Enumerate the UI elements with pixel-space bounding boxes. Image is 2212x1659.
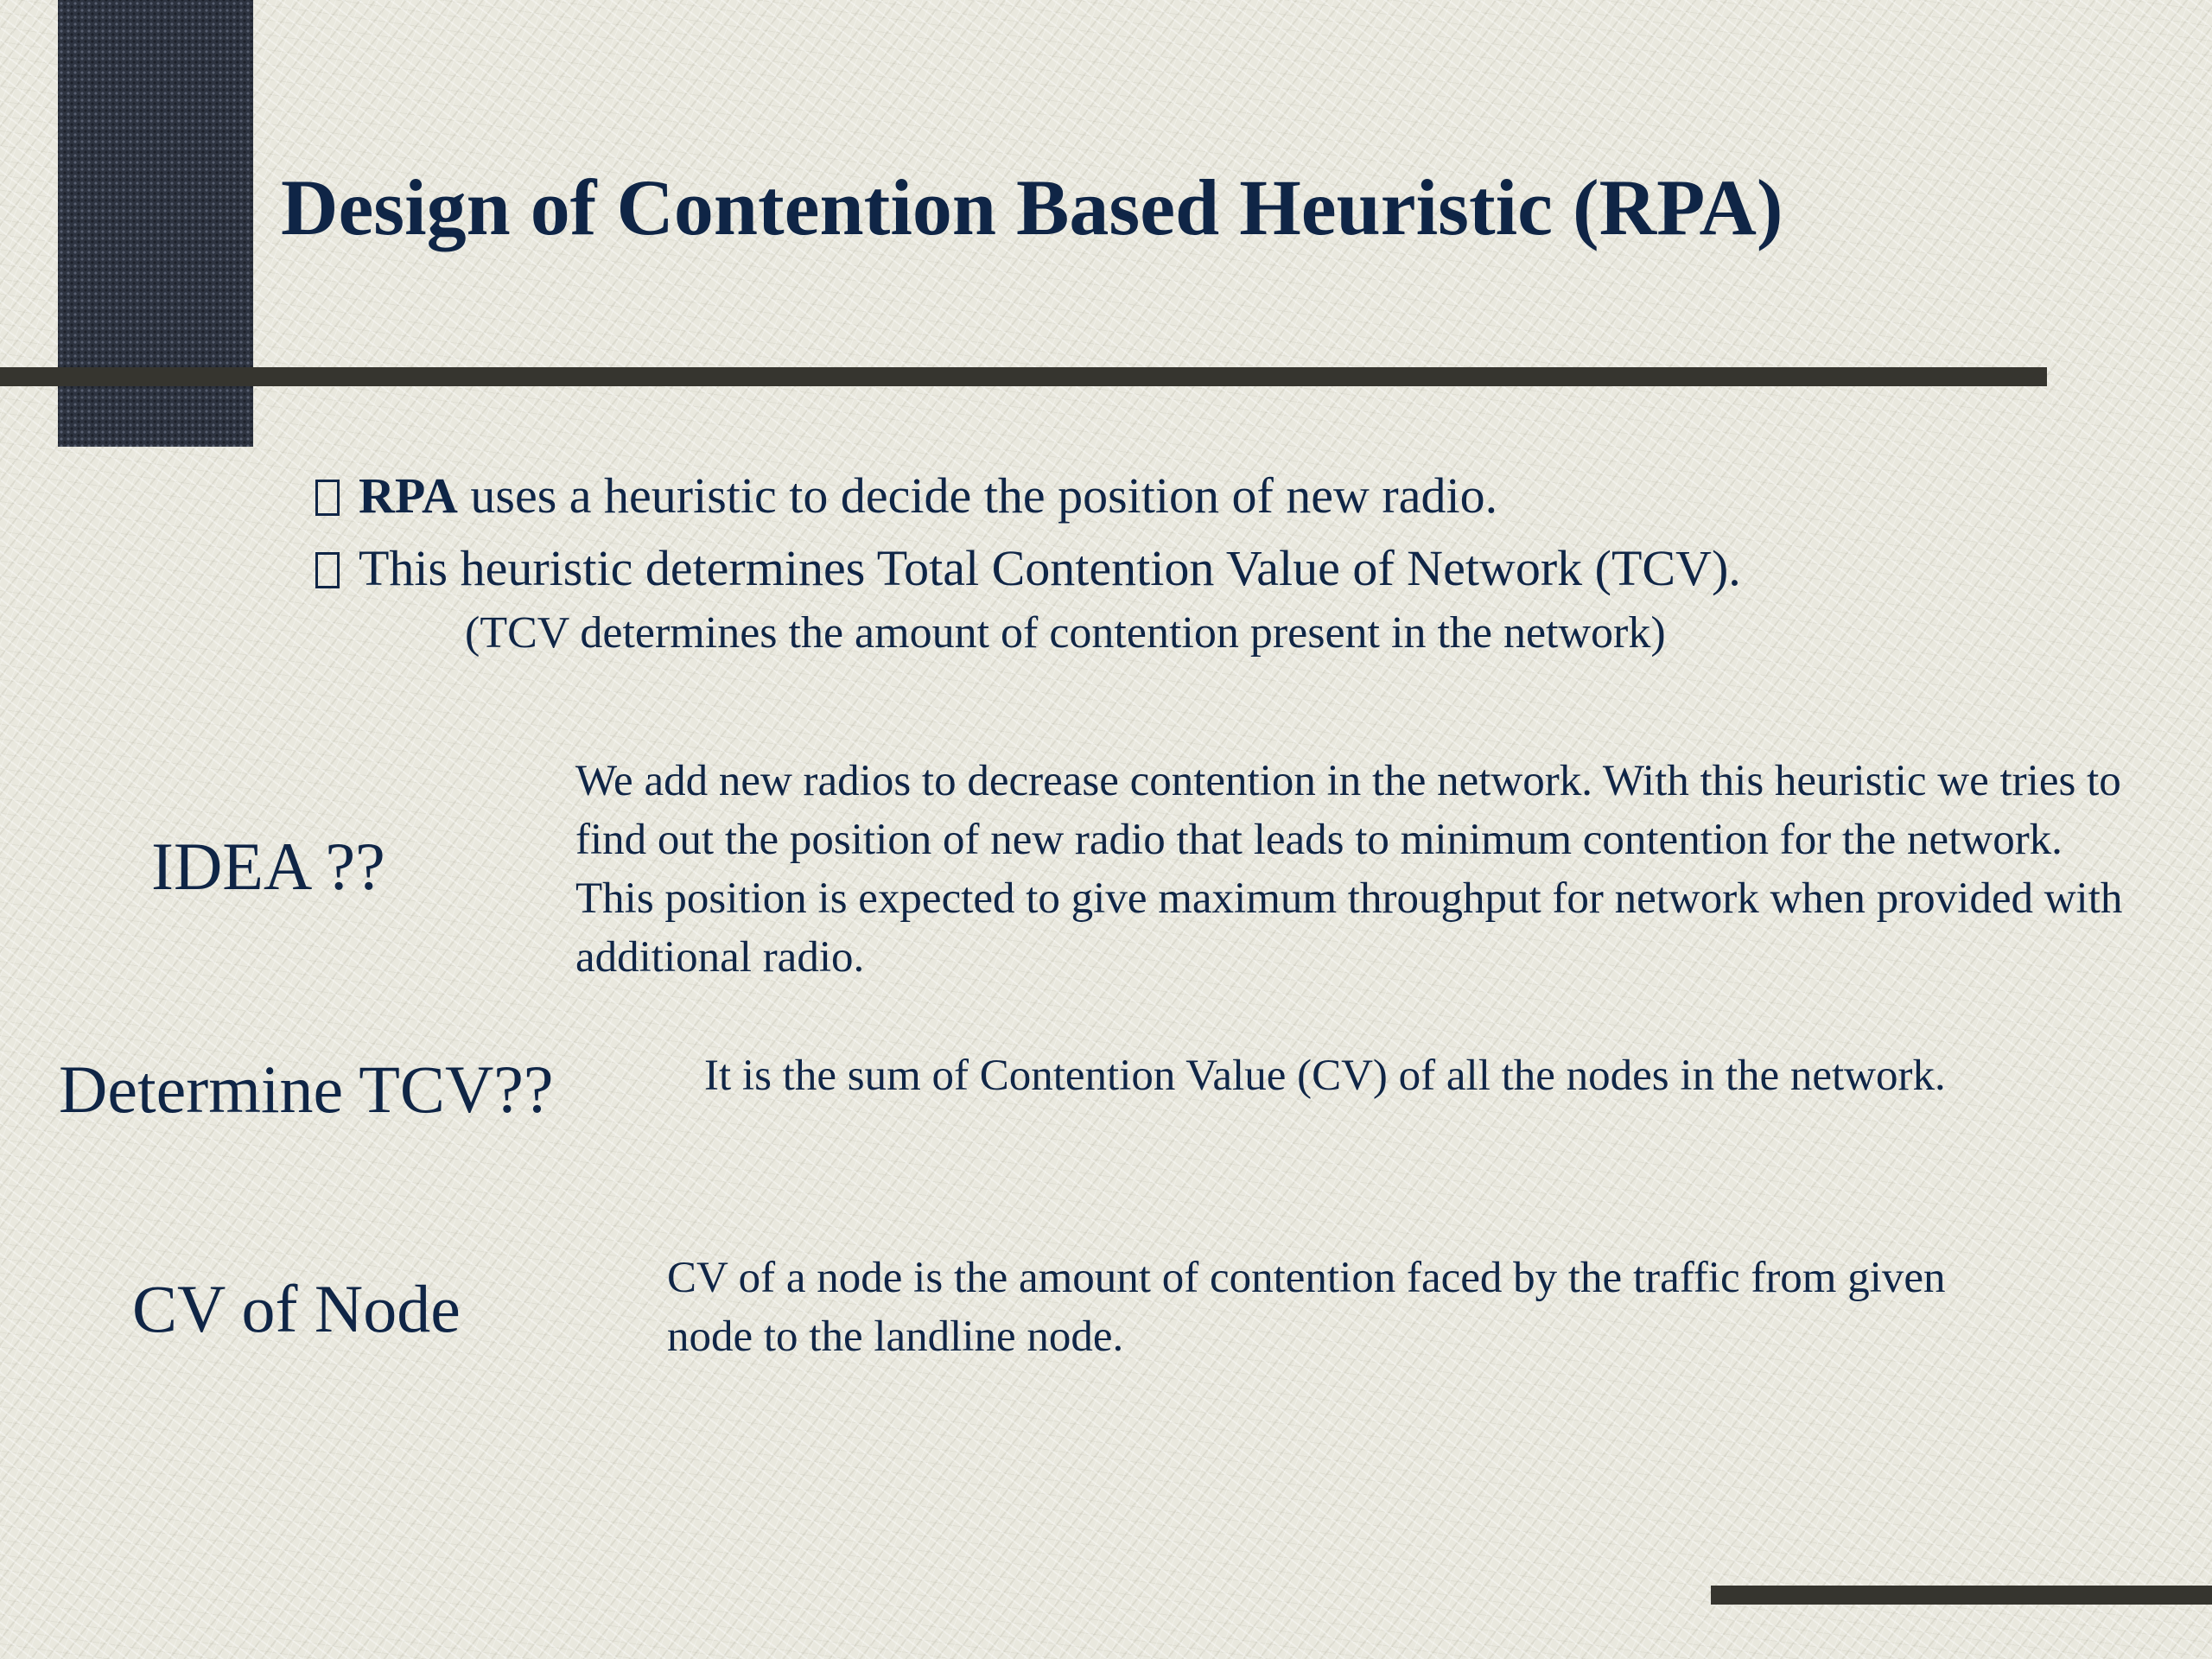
definition-idea: We add new radios to decrease contention in the network. With this heuristic we tries to find out the position of new radio that leads to minimum contention for the network. This position is expected to give maximum throughput for network when provided with additional radio. [575, 757, 2123, 982]
bullet-bold-lead: RPA [359, 467, 458, 524]
definition-cv-of-node: CV of a node is the amount of contention faced by the traffic from given node to the landline node. [667, 1254, 1946, 1361]
title-divider-rule [0, 367, 2047, 386]
bullet-text: This heuristic determines Total Contention Value of Network (TCV). [359, 540, 1741, 596]
term-determine-tcv: Determine TCV?? [59, 1052, 554, 1127]
bullet-text: uses a heuristic to decide the position of new radio. [457, 467, 1498, 524]
slide-title: Design of Contention Based Heuristic (RPA) [281, 163, 1783, 251]
bullet-box-icon [315, 480, 340, 516]
bullet-list [315, 460, 1741, 605]
term-cv-of-node: CV of Node [132, 1271, 461, 1346]
bullet-item-tcv [315, 532, 1741, 605]
tcv-sub-note: (TCV determines the amount of contention present in the network) [465, 608, 1666, 658]
term-idea: IDEA ?? [151, 829, 385, 904]
definition-determine-tcv: It is the sum of Contention Value (CV) of all the nodes in the network. [704, 1052, 1946, 1100]
footer-rule [1711, 1586, 2212, 1605]
bullet-item-rpa [315, 460, 1741, 532]
bullet-box-icon [315, 552, 340, 588]
